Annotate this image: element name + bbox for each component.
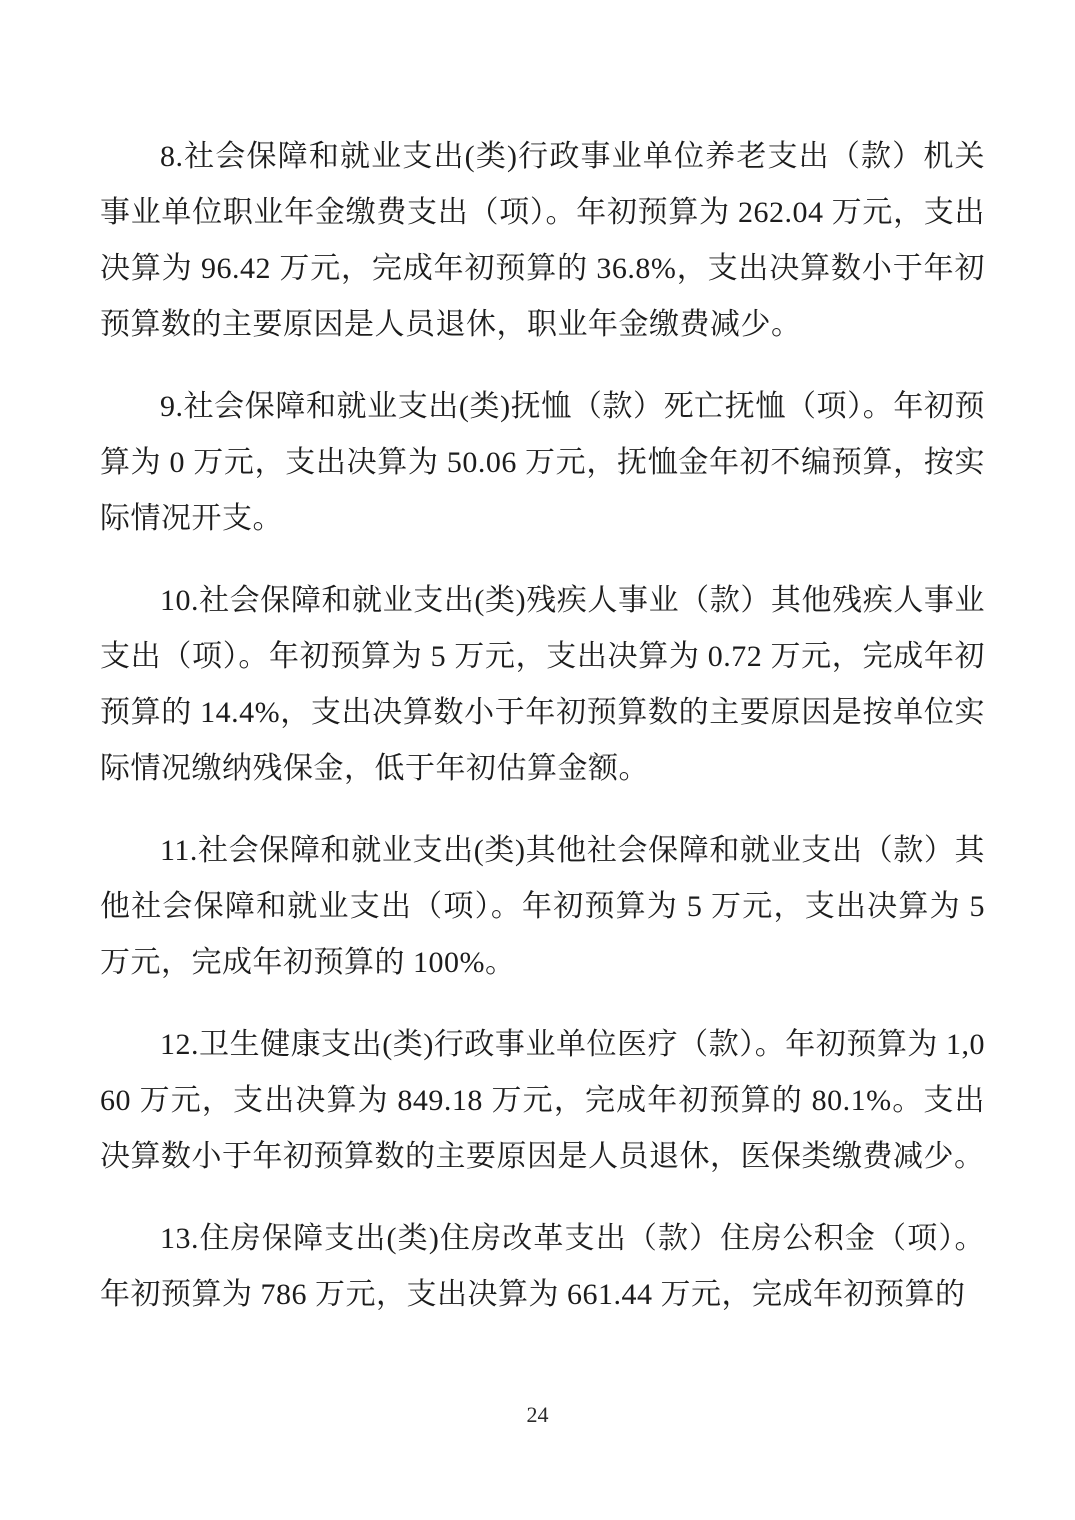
paragraph-item-13: 13.住房保障支出(类)住房改革支出（款）住房公积金（项）。年初预算为 786 万元，支出决算为 661.44 万元，完成年初预算的 bbox=[100, 1222, 985, 1311]
paragraph-item-10: 10.社会保障和就业支出(类)残疾人事业（款）其他残疾人事业支出（项）。年初预算为 5 万元，支出决算为 0.72 万元，完成年初预算的 14.4%，支出决算数小于年初预算数的主要原因是按单位实际情况缴纳残保金，低于年初估算金额。 bbox=[100, 584, 985, 785]
document-body bbox=[100, 129, 985, 1349]
paragraph-item-11: 11.社会保障和就业支出(类)其他社会保障和就业支出（款）其他社会保障和就业支出（项）。年初预算为 5 万元，支出决算为 5 万元，完成年初预算的 100%。 bbox=[100, 834, 985, 979]
paragraph-item-12: 12.卫生健康支出(类)行政事业单位医疗（款）。年初预算为 1,060 万元，支出决算为 849.18 万元，完成年初预算的 80.1%。支出决算数小于年初预算数的主要原因是人员退休，医保类缴费减少。 bbox=[100, 1028, 985, 1173]
page-number: 24 bbox=[526, 1402, 549, 1427]
page-footer bbox=[0, 1400, 1075, 1430]
paragraph-item-9: 9.社会保障和就业支出(类)抚恤（款）死亡抚恤（项）。年初预算为 0 万元，支出决算为 50.06 万元，抚恤金年初不编预算，按实际情况开支。 bbox=[100, 390, 985, 535]
paragraph-item-8: 8.社会保障和就业支出(类)行政事业单位养老支出（款）机关事业单位职业年金缴费支出（项）。年初预算为 262.04 万元，支出决算为 96.42 万元，完成年初预算的 36.8%，支出决算数小于年初预算数的主要原因是人员退休，职业年金缴费减少。 bbox=[100, 140, 985, 341]
